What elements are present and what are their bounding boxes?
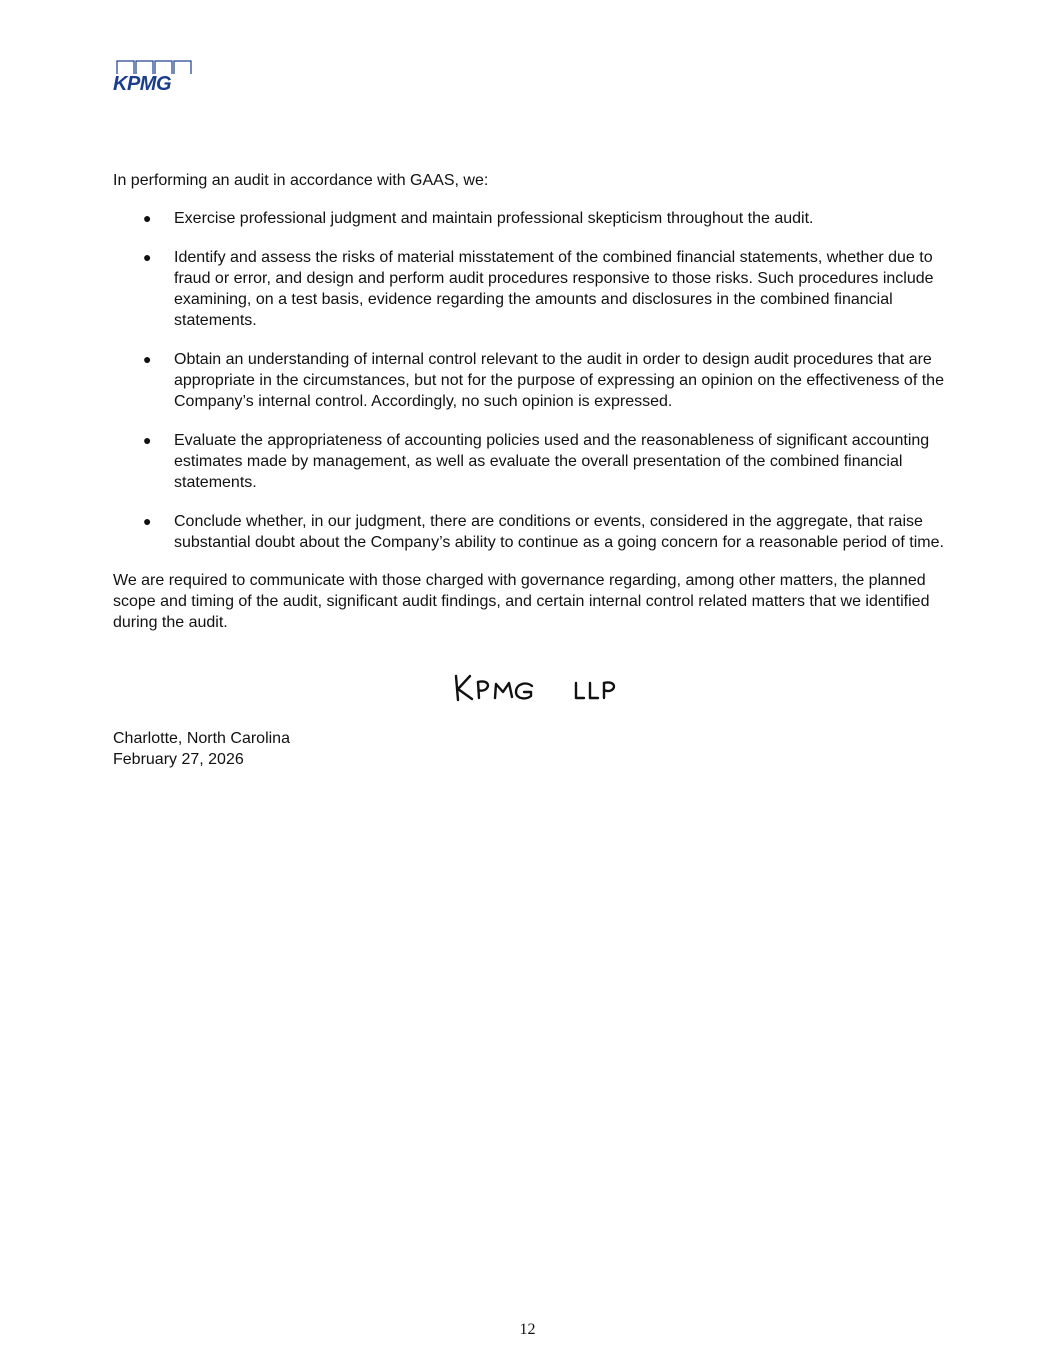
- signature-location-block: [113, 728, 290, 770]
- list-item: [113, 247, 963, 331]
- bullet-icon: ●: [143, 351, 152, 367]
- report-date: February 27, 2026: [113, 751, 244, 768]
- list-item-text: Obtain an understanding of internal control relevant to the audit in order to design audit procedures that are appropriate in the circumstances, but not for the purpose of expressing an opinion on the effectiveness of the Company’s internal control. Accordingly, no such opinion is expressed.: [174, 351, 944, 410]
- bullet-icon: ●: [143, 513, 152, 529]
- list-item-text: Identify and assess the risks of material misstatement of the combined financial statements, whether due to fraud or error, and design and perform audit procedures responsive to those risks. Such procedures include examining, on a test basis, evidence regarding the amounts and disclosures in the combined financial statements.: [174, 249, 934, 329]
- page-number: 12: [519, 1321, 536, 1338]
- list-item: [113, 511, 963, 553]
- bullet-icon: ●: [143, 210, 152, 226]
- list-item-text: Evaluate the appropriateness of accounting policies used and the reasonableness of significant accounting estimates made by management, as well as evaluate the overall presentation of the combined financial statements.: [174, 432, 930, 491]
- city-label: Charlotte, North Carolina: [113, 730, 290, 747]
- kpmg-logo: [112, 60, 192, 92]
- list-item: [113, 208, 963, 229]
- report-body: [113, 170, 963, 633]
- bullet-icon: ●: [143, 249, 152, 265]
- list-item-text: Exercise professional judgment and maintain professional skepticism throughout the audit.: [174, 210, 814, 227]
- svg-text:KPMG: KPMG: [113, 73, 171, 92]
- audit-responsibilities-list: [113, 208, 963, 553]
- list-item: [113, 430, 963, 493]
- list-item: [113, 349, 963, 412]
- intro-paragraph: In performing an audit in accordance with GAAS, we:: [113, 172, 489, 189]
- kpmg-llp-signature: [452, 668, 624, 708]
- closing-paragraph: We are required to communicate with those charged with governance regarding, among other matters, the planned scope and timing of the audit, significant audit findings, and certain internal control related matters that we identified during the audit.: [113, 572, 930, 631]
- bullet-icon: ●: [143, 432, 152, 448]
- list-item-text: Conclude whether, in our judgment, there are conditions or events, considered in the aggregate, that raise substantial doubt about the Company’s ability to continue as a going concern for a reasonable period of time.: [174, 513, 944, 551]
